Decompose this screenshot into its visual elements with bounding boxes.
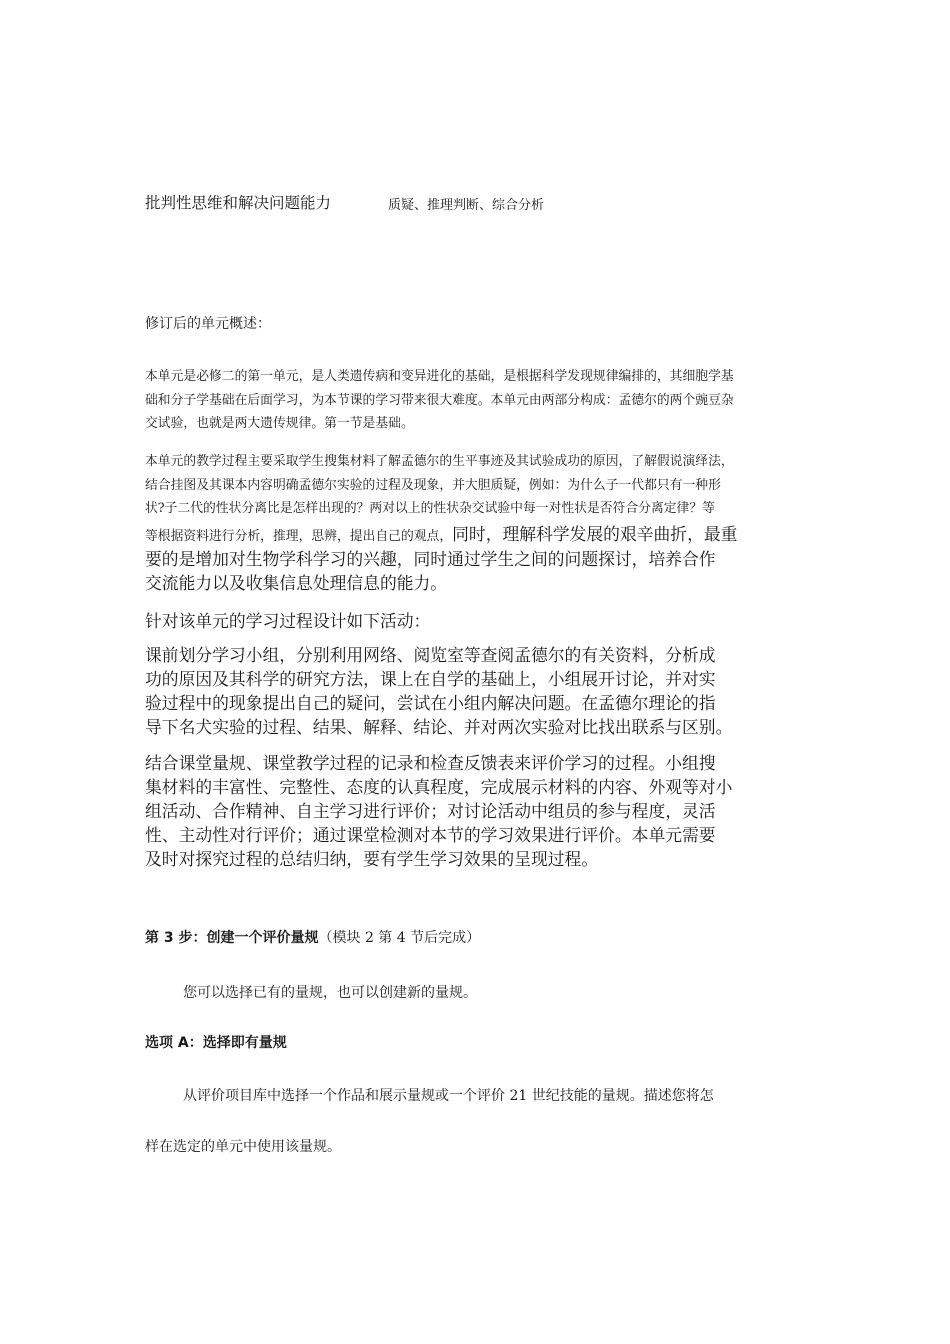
paragraph-line: 性、主动性对行评价；通过课堂检测对本节的学习效果进行评价。本单元需要 <box>145 825 716 845</box>
paragraph-line: 功的原因及其科学的研究方法，课上在自学的基础上，小组展开讨论，并对实 <box>145 669 716 689</box>
option-a-text-line-2: 样在选定的单元中使用该量规。 <box>145 1139 341 1155</box>
paragraph-line: 针对该单元的学习过程设计如下活动： <box>145 611 431 631</box>
paragraph-line: 础和分子学基础在后面学习，为本节课的学习带来很大难度。本单元由两部分构成：孟德尔的两个豌豆杂 <box>145 392 734 408</box>
paragraph-line: 要的是增加对生物学科学习的兴趣，同时通过学生之间的问题探讨，培养合作 <box>145 549 716 569</box>
paragraph-line: 结合挂图及其课本内容明确孟德尔实验的过程及现象，并大胆质疑，例如：为什么子一代都只有一种形 <box>145 477 721 493</box>
option-a-heading: 选项 A：选择即有量规 <box>145 1035 287 1051</box>
paragraph-line-large-part: 同时，理解科学发展的艰辛曲折，最重 <box>452 523 738 544</box>
activities-paragraph <box>145 643 732 739</box>
activities-intro <box>145 609 430 633</box>
step3-heading <box>145 927 480 947</box>
paragraph-line: 验过程中的现象提出自己的疑问，尝试在小组内解决问题。在孟德尔理论的指 <box>145 693 716 713</box>
skill-label: 批判性思维和解决问题能力 <box>145 194 332 212</box>
step3-heading-note: （模块 2 第 4 节后完成） <box>318 930 481 946</box>
paragraph-line: 本单元是必修二的第一单元，是人类遗传病和变异进化的基础，是根据科学发现规律编排的，其细胞学基 <box>145 369 734 384</box>
overview-paragraph-1 <box>145 365 734 436</box>
step3-intro: 您可以选择已有的量规，也可以创建新的量规。 <box>183 985 477 1001</box>
step3-heading-bold: 第 3 步：创建一个评价量规 <box>145 930 319 946</box>
paragraph-line: 及时对探究过程的总结归纳，要有学生学习效果的呈现过程。 <box>145 849 599 869</box>
paragraph-line <box>145 521 737 550</box>
paragraph-line-small-part: 等根据资料进行分析，推理，思辨，提出自己的观点， <box>145 528 453 544</box>
paragraph-line: 状?子二代的性状分离比是怎样出现的？两对以上的性状杂交试验中每一对性状是否符合分离定律？等 <box>145 501 715 516</box>
overview-heading: 修订后的单元概述： <box>145 316 271 332</box>
paragraph-line: 结合课堂量规、课堂教学过程的记录和检查反馈表来评价学习的过程。小组搜 <box>145 753 716 773</box>
paragraph-line: 交试验，也就是两大遗传规律。第一节是基础。 <box>145 416 414 431</box>
skill-value: 质疑、推理判断、综合分析 <box>388 198 545 213</box>
paragraph-line: 组活动、合作精神、自主学习进行评价；对讨论活动中组员的参与程度，灵活 <box>145 801 716 821</box>
evaluation-paragraph <box>145 751 732 871</box>
paragraph-line: 交流能力以及收集信息处理信息的能力。 <box>145 573 448 593</box>
overview-paragraph-2 <box>145 450 737 550</box>
paragraph-line: 课前划分学习小组，分别利用网络、阅览室等查阅孟德尔的有关资料，分析成 <box>145 645 716 665</box>
paragraph-line: 导下名犬实验的过程、结果、解释、结论、并对两次实验对比找出联系与区别。 <box>145 717 733 737</box>
paragraph-line: 集材料的丰富性、完整性、态度的认真程度，完成展示材料的内容、外观等对小 <box>145 777 733 797</box>
overview-paragraph-2-continued <box>145 547 716 595</box>
paragraph-line: 本单元的教学过程主要采取学生搜集材料了解孟德尔的生平事迹及其试验成功的原因，了解假说演绎法， <box>145 454 734 469</box>
option-a-text-line-1: 从评价项目库中选择一个作品和展示量规或一个评价 21 世纪技能的量规。描述您将怎 <box>183 1088 714 1104</box>
